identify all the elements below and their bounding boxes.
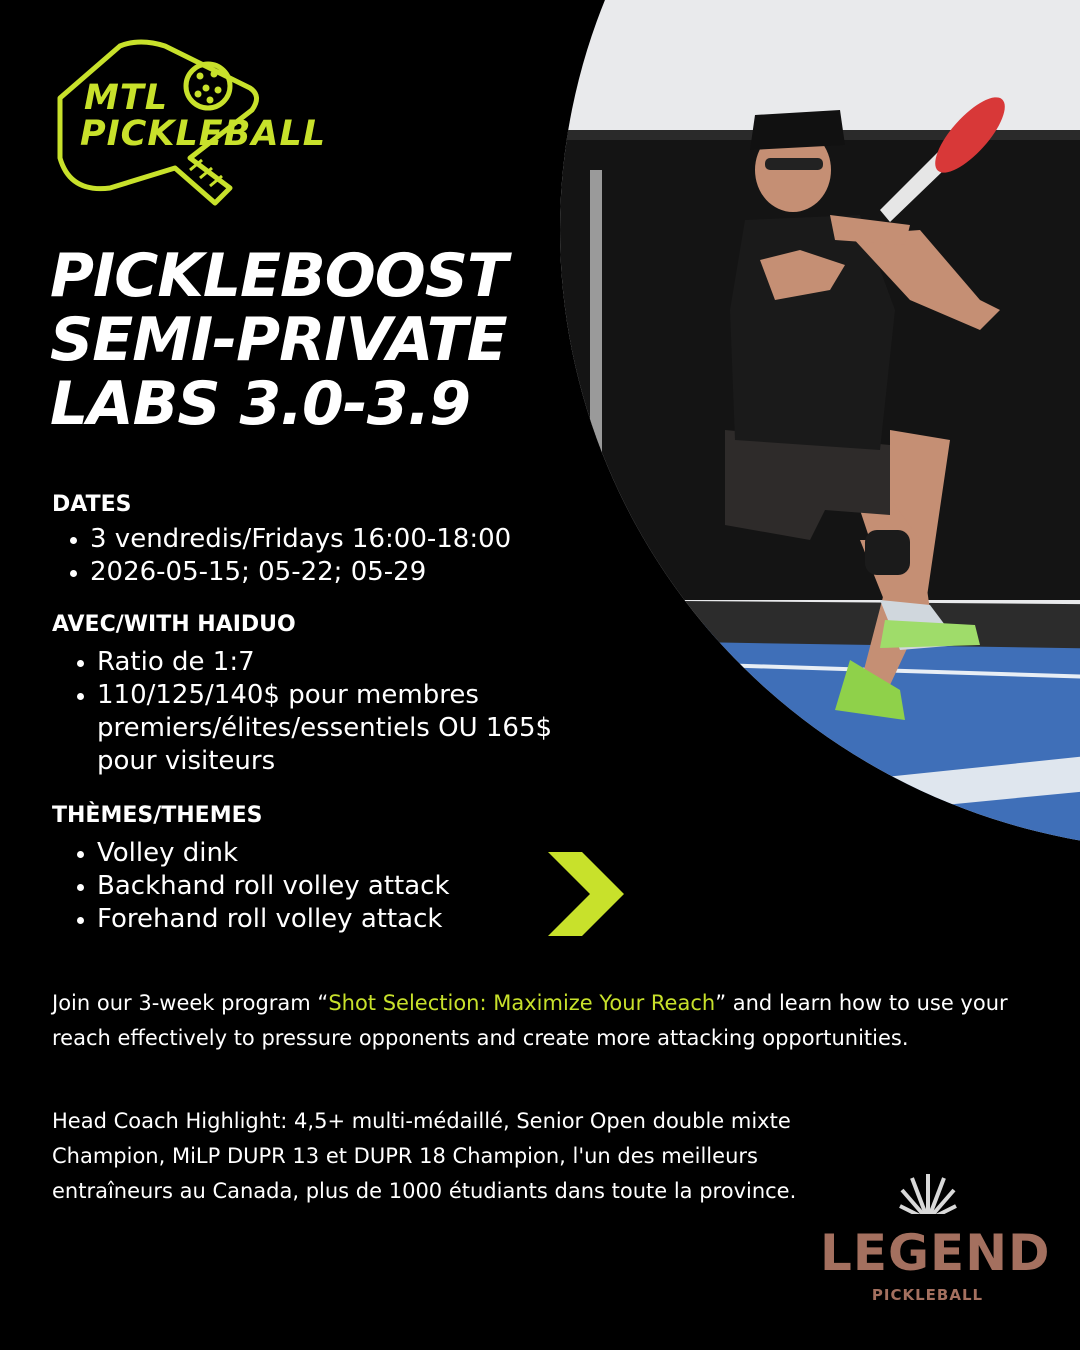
logo-text-pickleball: PICKLEBALL	[80, 114, 327, 154]
program-description	[52, 986, 1012, 1056]
dates-list	[66, 523, 566, 589]
dates-heading: DATES	[52, 492, 132, 517]
mtl-pickleball-logo	[40, 38, 327, 208]
with-heading: AVEC/WITH HAIDUO	[52, 612, 296, 637]
coach-highlight: Head Coach Highlight: 4,5+ multi-médaillé, Senior Open double mixte Champion, MiLP DUPR 13 et DUPR 18 Champion, l'un des meilleurs entraîneurs au Canada, plus de 1000 étudiants dans toute la province.	[52, 1109, 797, 1203]
list-item: Forehand roll volley attack	[73, 903, 553, 936]
legend-subtitle: PICKLEBALL	[871, 1286, 984, 1304]
themes-list	[73, 837, 553, 936]
logo-text-mtl: MTL	[84, 78, 169, 118]
chevron-right-icon[interactable]	[548, 852, 624, 936]
pickleball-icon	[182, 60, 234, 112]
description-text-before: Join our 3-week program “	[52, 991, 329, 1015]
legend-wordmark: LEGEND	[820, 1224, 1051, 1282]
player-photo	[560, 0, 1080, 850]
title-line-2: SEMI-PRIVATE	[50, 305, 507, 375]
themes-heading: THÈMES/THEMES	[52, 803, 263, 828]
list-item: 2026-05-15; 05-22; 05-29	[66, 556, 566, 589]
list-item: Ratio de 1:7	[73, 646, 553, 679]
list-item: Volley dink	[73, 837, 553, 870]
title-line-3: LABS 3.0-3.9	[50, 369, 470, 439]
list-item: 110/125/140$ pour membres premiers/élites/essentiels OU 165$ pour visiteurs	[73, 679, 553, 778]
legend-pickleball-logo	[820, 1170, 1051, 1310]
sunburst-icon	[898, 1170, 958, 1222]
title-line-1: PICKLEBOOST	[50, 241, 507, 311]
page-title	[50, 241, 570, 439]
program-name-highlight: Shot Selection: Maximize Your Reach	[328, 991, 716, 1015]
description-text-after: ” and learn how to use your reach effectively to pressure opponents and create more attacking opportunities.	[52, 991, 1008, 1050]
list-item: Backhand roll volley attack	[73, 870, 553, 903]
list-item: 3 vendredis/Fridays 16:00-18:00	[66, 523, 566, 556]
with-list	[73, 646, 553, 778]
